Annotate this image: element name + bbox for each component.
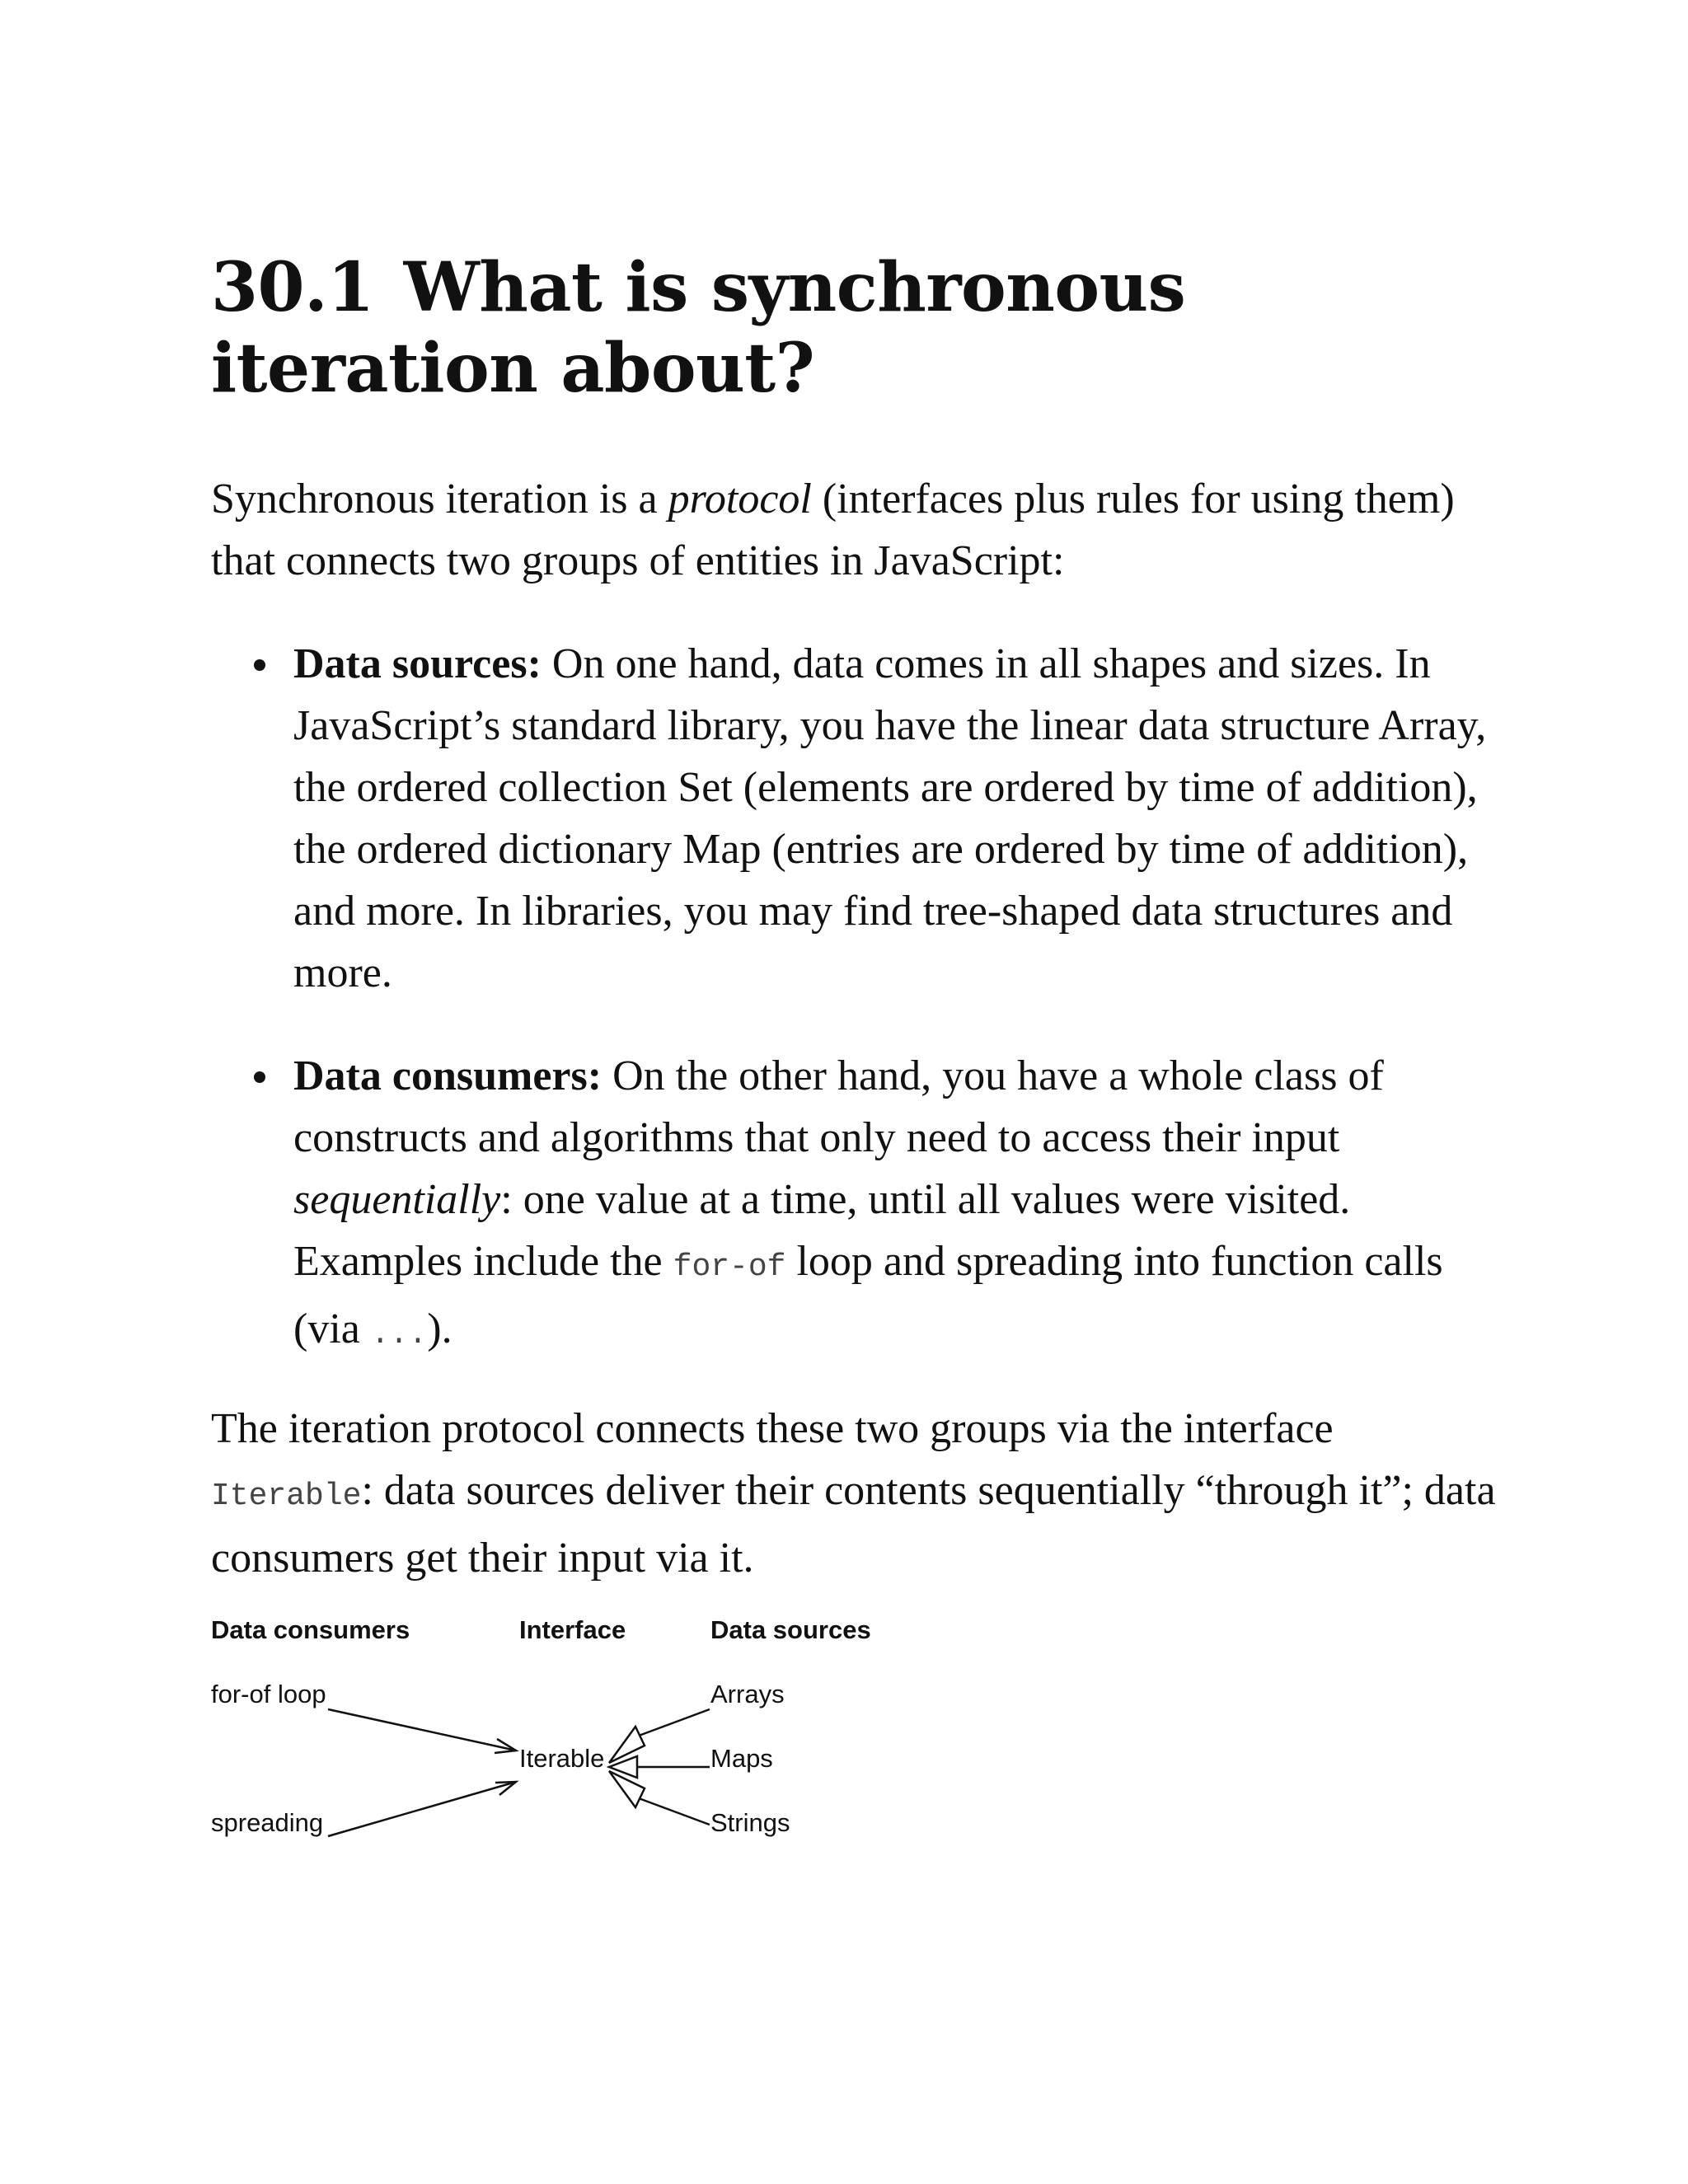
strings-implements-line xyxy=(639,1798,710,1825)
interface-iterable: Iterable xyxy=(519,1744,605,1773)
iterable-code: Iterable xyxy=(211,1479,362,1514)
source-maps: Maps xyxy=(710,1744,773,1773)
protocol-text-1: The iteration protocol connects these two groups via the interface xyxy=(211,1405,1334,1452)
intro-text-after: (interfaces plus rules for using them) that connects two groups of entities in JavaScript: xyxy=(211,476,1455,584)
section-title: What is synchronous iteration about? xyxy=(211,248,1186,408)
list-item-data-sources xyxy=(211,633,1497,1004)
iteration-diagram xyxy=(211,1607,953,1871)
consumer-for-of: for-of loop xyxy=(211,1680,326,1708)
intro-text-before: Synchronous iteration is a xyxy=(211,476,668,523)
arrays-implements-triangle xyxy=(609,1727,645,1763)
for-of-arrow-line xyxy=(328,1709,516,1750)
consumer-spreading: spreading xyxy=(211,1808,324,1837)
data-consumers-emphasis: sequentially xyxy=(293,1176,501,1223)
list-item-data-consumers xyxy=(211,1045,1497,1366)
consumers-header: Data consumers xyxy=(211,1615,410,1644)
bullet-icon xyxy=(254,659,265,671)
source-arrays: Arrays xyxy=(710,1680,785,1708)
data-sources-term: Data sources: xyxy=(293,640,542,687)
bullet-icon xyxy=(254,1071,265,1083)
sources-header: Data sources xyxy=(710,1615,871,1644)
protocol-paragraph xyxy=(211,1398,1497,1589)
source-strings: Strings xyxy=(710,1808,790,1837)
strings-implements-triangle xyxy=(609,1771,645,1807)
data-consumers-text-4: ). xyxy=(427,1305,452,1352)
section-number: 30.1 xyxy=(211,248,374,327)
data-sources-text: On one hand, data comes in all shapes and sizes. In JavaScript’s standard library, you have the linear data structure Array, the ordered collection Set (elements are ordered by time of addition), the ordered dictionary Map (entries are ordered by time of addition), and more. In libraries, you may find tree-shaped data structures and more. xyxy=(293,640,1487,996)
for-of-code: for-of xyxy=(673,1249,786,1285)
data-consumers-text-3: loop and spreading into function calls (via xyxy=(293,1238,1443,1352)
spreading-arrow-line xyxy=(328,1782,516,1836)
data-consumers-text-1: On the other hand, you have a whole class of constructs and algorithms that only need to access their input xyxy=(293,1052,1384,1161)
data-consumers-text-2: : one value at a time, until all values were visited. Examples include the xyxy=(293,1176,1351,1285)
protocol-text-2: : data sources deliver their contents sequentially “through it”; data consumers get their input via it. xyxy=(211,1467,1496,1582)
intro-paragraph xyxy=(211,468,1497,592)
section-heading xyxy=(211,247,1497,409)
entity-list xyxy=(211,633,1497,1366)
arrays-implements-line xyxy=(639,1709,710,1736)
spread-code: ... xyxy=(370,1317,428,1352)
page xyxy=(211,0,1497,2184)
intro-emphasis: protocol xyxy=(668,476,812,523)
data-consumers-term: Data consumers: xyxy=(293,1052,603,1099)
interface-header: Interface xyxy=(519,1615,626,1644)
